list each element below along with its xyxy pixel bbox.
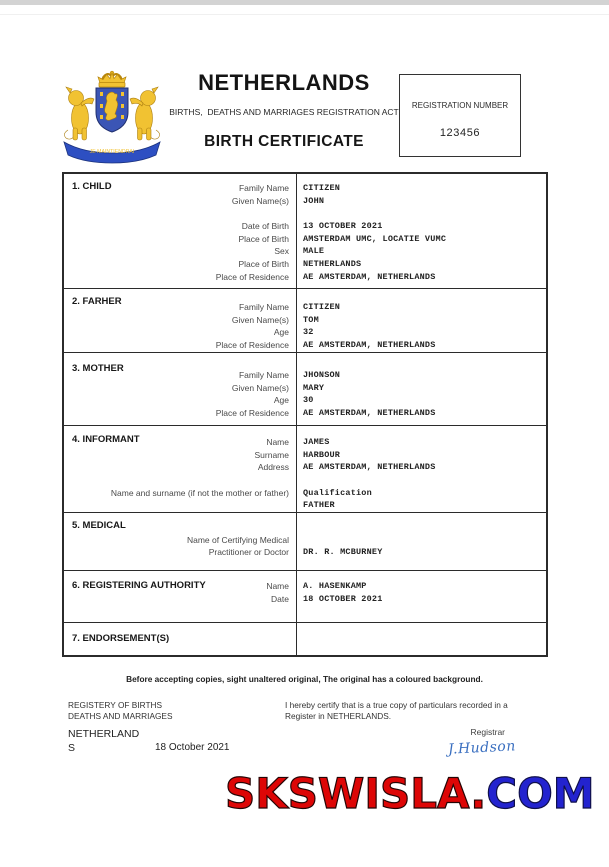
field-value: JHONSON xyxy=(303,370,341,380)
field-value xyxy=(303,474,546,487)
country-line-2: S xyxy=(68,742,76,754)
registration-number-box xyxy=(399,74,521,157)
field-label: Place of Residence xyxy=(215,271,289,282)
netherlands-coat-of-arms-icon xyxy=(60,70,164,168)
window-top-strip xyxy=(0,0,609,5)
section-title: 3. MOTHER xyxy=(72,363,124,374)
skswisla-watermark xyxy=(225,769,595,818)
field-label: Given Name(s) xyxy=(231,195,289,206)
field-value: JOHN xyxy=(303,195,325,206)
copy-notice: Before accepting copies, sight unaltered original, The original has a coloured background. xyxy=(126,674,483,684)
field-value: AE AMSTERDAM, NETHERLANDS xyxy=(303,271,436,282)
field-label: Practitioner or Doctor xyxy=(208,547,289,558)
field-label: Place of Residence xyxy=(215,408,289,419)
field-value: 32 xyxy=(303,327,314,338)
field-label: Address xyxy=(257,462,289,473)
field-value: A. HASENKAMP xyxy=(303,581,367,591)
field-label: Family Name xyxy=(238,183,289,193)
field-value: CITIZEN xyxy=(303,183,341,193)
field-label: Sex xyxy=(274,246,289,257)
section-child xyxy=(64,174,546,288)
field-value: AMSTERDAM UMC, LOCATIE VUMC xyxy=(303,233,447,244)
country-block xyxy=(68,727,139,755)
field-label: Name xyxy=(266,437,289,447)
certificate-table xyxy=(62,172,548,657)
section-title: 4. INFORMANT xyxy=(72,434,140,445)
certification-statement: I hereby certify that is a true copy of particulars recorded in a Register in NETHERLANDS. xyxy=(285,700,508,721)
registry-block xyxy=(68,700,173,721)
field-label xyxy=(64,474,289,487)
section-mother xyxy=(64,352,546,425)
field-label: Date xyxy=(271,593,289,604)
field-label: Place of Birth xyxy=(238,233,289,244)
field-value xyxy=(303,521,546,534)
field-value: Qualification xyxy=(303,487,372,498)
registration-number-label: REGISTRATION NUMBER xyxy=(411,101,509,110)
field-label: Name of Certifying Medical xyxy=(186,534,289,545)
field-value: MARY xyxy=(303,382,325,393)
field-value: 13 OCTOBER 2021 xyxy=(303,221,383,232)
section-title: 5. MEDICAL xyxy=(72,520,126,531)
field-label: Family Name xyxy=(238,302,289,312)
field-label: Name and surname (if not the mother or father) xyxy=(110,487,289,498)
section-registering-authority xyxy=(64,570,546,622)
field-label: Place of Birth xyxy=(238,259,289,270)
field-label: Age xyxy=(273,395,289,406)
section-title: 2. FARHER xyxy=(72,296,122,307)
field-value: HARBOUR xyxy=(303,449,341,460)
field-value: 18 OCTOBER 2021 xyxy=(303,593,383,604)
header xyxy=(166,70,402,151)
field-value: MALE xyxy=(303,246,325,257)
field-value: AE AMSTERDAM, NETHERLANDS xyxy=(303,408,436,419)
field-label: Place of Residence xyxy=(215,340,289,351)
field-label: Given Name(s) xyxy=(231,382,289,393)
field-label: Date of Birth xyxy=(241,221,289,232)
section-title: 1. CHILD xyxy=(72,181,112,192)
section-medical xyxy=(64,512,546,570)
field-value: AE AMSTERDAM, NETHERLANDS xyxy=(303,462,436,473)
field-value xyxy=(303,207,546,220)
registrar-label: Registrar xyxy=(470,727,505,737)
section-title: 6. REGISTERING AUTHORITY xyxy=(72,580,206,591)
field-value: CITIZEN xyxy=(303,302,341,312)
field-value xyxy=(303,534,546,547)
watermark-name: SKSWISLA xyxy=(225,769,471,818)
section-informant xyxy=(64,425,546,512)
field-value: AE AMSTERDAM, NETHERLANDS xyxy=(303,340,436,351)
coat-of-arms-motto: JE MAINTIENDRAI xyxy=(89,149,135,155)
section-father xyxy=(64,288,546,352)
field-label xyxy=(64,499,289,512)
field-label: Name xyxy=(266,581,289,591)
field-value: NETHERLANDS xyxy=(303,259,362,270)
registration-number-value: 123456 xyxy=(439,127,481,139)
section-endorsements xyxy=(64,622,546,655)
registrar-signature: J.Hudson xyxy=(447,738,517,758)
field-value: 30 xyxy=(303,395,314,406)
registry-line-2: DEATHS AND MARRIAGES xyxy=(68,710,173,721)
field-value: TOM xyxy=(303,314,319,325)
registry-line-1: REGISTERY OF BIRTHS xyxy=(68,700,163,710)
field-label: Surname xyxy=(254,449,289,460)
document-title: BIRTH CERTIFICATE xyxy=(204,133,364,150)
page-top-divider xyxy=(0,14,609,15)
watermark-tld: COM xyxy=(486,769,595,818)
field-value: DR. R. MCBURNEY xyxy=(303,547,383,558)
field-label: Given Name(s) xyxy=(231,314,289,325)
field-label: Family Name xyxy=(238,370,289,380)
field-label: Age xyxy=(273,327,289,338)
field-value: FATHER xyxy=(303,500,335,511)
field-label xyxy=(64,207,289,220)
country-title: NETHERLANDS xyxy=(198,70,370,95)
section-title: 7. ENDORSEMENT(S) xyxy=(72,633,170,644)
field-value: JAMES xyxy=(303,437,330,447)
watermark-dot: . xyxy=(470,769,487,818)
country-line-1: NETHERLAND xyxy=(68,728,140,740)
act-subtitle: BIRTHS, DEATHS AND MARRIAGES REGISTRATION ACT xyxy=(169,107,399,117)
issue-date: 18 October 2021 xyxy=(155,742,230,753)
